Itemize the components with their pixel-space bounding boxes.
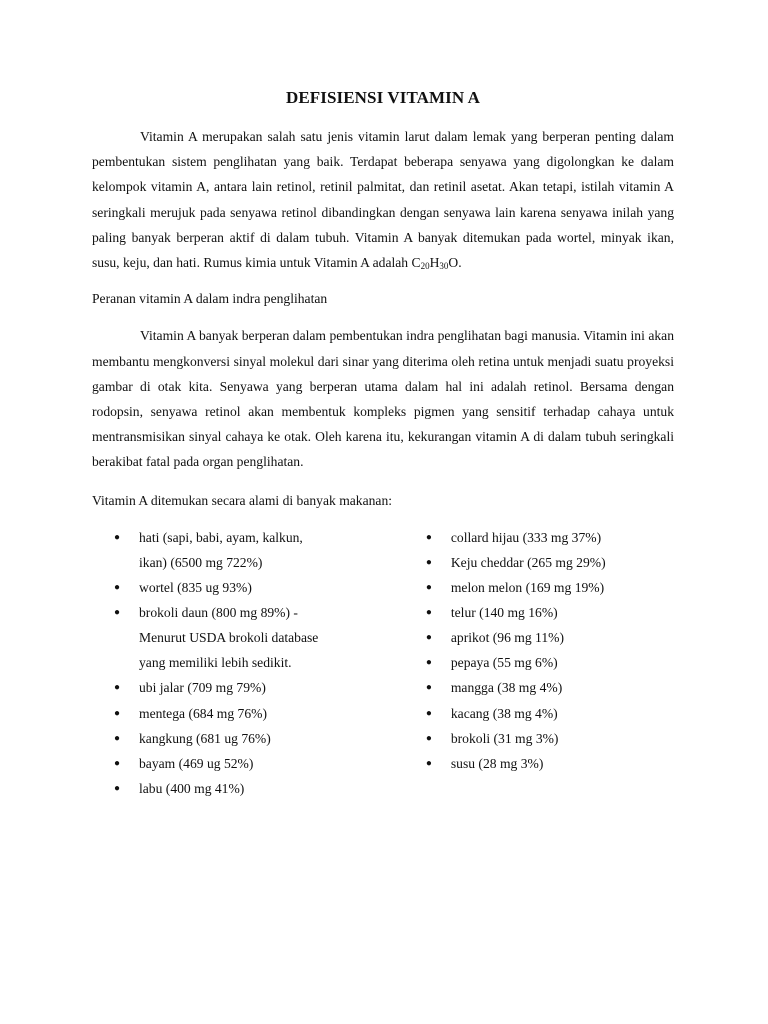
bullet-icon: ●	[114, 682, 121, 694]
food-list-item	[114, 726, 402, 751]
food-item-text: kangkung (681 ug 76%)	[139, 730, 271, 746]
food-item-text: bayam (469 ug 52%)	[139, 755, 254, 771]
food-list-item	[426, 525, 674, 550]
food-item-text: hati (sapi, babi, ayam, kalkun,	[139, 529, 303, 545]
chemical-formula: $C_{20}H_{30}O$	[411, 255, 459, 272]
bullet-icon: ●	[425, 657, 432, 669]
food-list-item	[426, 751, 674, 776]
food-item-text: labu (400 mg 41%)	[139, 780, 245, 796]
food-list-item	[426, 675, 674, 700]
bullet-icon: ●	[114, 531, 121, 543]
food-item-text: Keju cheddar (265 mg 29%)	[450, 554, 606, 570]
document-title: DEFISIENSI VITAMIN A	[285, 88, 481, 107]
food-item-text: brokoli daun (800 mg 89%) -	[139, 605, 298, 621]
role-paragraph: Vitamin A banyak berperan dalam pembentukan indra penglihatan bagi manusia. Vitamin ini akan membantu mengkonversi sinyal molekul dari sinar yang diterima oleh retina untuk menjadi suatu proyeksi gambar di otak kita. Senyawa yang berperan utama dalam hal ini adalah retinol. Bersama dengan rodopsin, senyawa retinol akan membentuk kompleks pigmen yang sensitif terhadap cahaya untuk mentransmisikan sinyal cahaya ke otak. Oleh karena itu, kekurangan vitamin A di dalam tubuh seringkali berakibat fatal pada organ penglihatan.	[92, 328, 674, 470]
food-list-item	[426, 701, 674, 726]
food-item-text: wortel (835 ug 93%)	[139, 580, 252, 596]
food-item-text: ubi jalar (709 mg 79%)	[139, 680, 266, 696]
food-item-text: mentega (684 mg 76%)	[139, 705, 267, 721]
bullet-icon: ●	[114, 707, 121, 719]
bullet-icon: ●	[425, 707, 432, 719]
food-list-item	[114, 776, 402, 801]
food-item-text: pepaya (55 mg 6%)	[450, 655, 558, 671]
intro-paragraph: Vitamin A merupakan salah satu jenis vitamin larut dalam lemak yang berperan penting dalam pembentukan sistem penglihatan yang baik. Terdapat beberapa senyawa yang digolongkan ke dalam kelompok vitamin A, antara lain retinol, retinil palmitat, dan retinil asetat. Akan tetapi, istilah vitamin A seringkali merujuk pada senyawa retinol dibandingkan dengan senyawa lain karena senyawa inilah yang paling banyak berperan aktif di dalam tubuh. Vitamin A banyak ditemukan pada wortel, minyak ikan, susu, keju, dan hati. Rumus kimia untuk Vitamin A adalah $C_{20}H_{30}O$.	[92, 129, 674, 272]
bullet-icon: ●	[114, 582, 121, 594]
bullet-icon: ●	[425, 582, 432, 594]
bullet-icon: ●	[425, 682, 432, 694]
food-item-text: brokoli (31 mg 3%)	[450, 730, 559, 746]
food-item-text: mangga (38 mg 4%)	[450, 680, 563, 696]
bullet-icon: ●	[425, 531, 432, 543]
bullet-icon: ●	[425, 556, 432, 568]
bullet-icon: ●	[425, 732, 432, 744]
food-item-text: kacang (38 mg 4%)	[450, 705, 558, 721]
food-item-text: yang memiliki lebih sedikit.	[139, 655, 292, 671]
bullet-icon: ●	[425, 632, 432, 644]
food-item-text: telur (140 mg 16%)	[450, 605, 558, 621]
food-item-text: collard hijau (333 mg 37%)	[450, 529, 602, 545]
food-list-item	[114, 751, 402, 776]
bullet-icon: ●	[425, 607, 432, 619]
food-item-text: Menurut USDA brokoli database	[139, 630, 319, 646]
food-item-text: melon melon (169 mg 19%)	[450, 580, 605, 596]
food-list-item	[426, 625, 674, 650]
food-list-item	[426, 650, 674, 675]
bullet-icon: ●	[114, 782, 121, 794]
food-item-text: susu (28 mg 3%)	[450, 755, 544, 771]
bullet-icon: ●	[114, 757, 121, 769]
section-heading: Peranan vitamin A dalam indra penglihatan	[92, 291, 328, 307]
food-list-item	[114, 525, 402, 575]
food-item-text: ikan) (6500 mg 722%)	[139, 554, 263, 570]
food-list-item	[114, 575, 402, 600]
food-list-item	[114, 675, 402, 700]
food-list-item	[426, 726, 674, 751]
food-list-item	[426, 575, 674, 600]
bullet-icon: ●	[114, 732, 121, 744]
food-list-item	[114, 701, 402, 726]
document-page	[92, 88, 674, 801]
food-list-item	[426, 550, 674, 575]
food-list-right	[426, 525, 674, 801]
food-list-left	[114, 525, 402, 801]
intro-text: Vitamin A merupakan salah satu jenis vitamin larut dalam lemak yang berperan penting dalam pembentukan sistem penglihatan yang baik. Terdapat beberapa senyawa yang digolongkan ke dalam kelompok vitamin A, antara lain retinol, retinil palmitat, dan retinil asetat. Akan tetapi, istilah vitamin A seringkali merujuk pada senyawa retinol dibandingkan dengan senyawa lain karena senyawa inilah yang paling banyak berperan aktif di dalam tubuh. Vitamin A banyak ditemukan pada wortel, minyak ikan, susu, keju, dan hati. Rumus kimia untuk Vitamin A adalah	[92, 129, 674, 271]
food-list-item	[426, 600, 674, 625]
food-item-text: aprikot (96 mg 11%)	[450, 630, 564, 646]
food-list-item	[114, 600, 402, 675]
food-intro: Vitamin A ditemukan secara alami di banyak makanan:	[92, 492, 393, 508]
bullet-icon: ●	[114, 607, 121, 619]
food-lists	[92, 525, 674, 801]
bullet-icon: ●	[425, 757, 432, 769]
